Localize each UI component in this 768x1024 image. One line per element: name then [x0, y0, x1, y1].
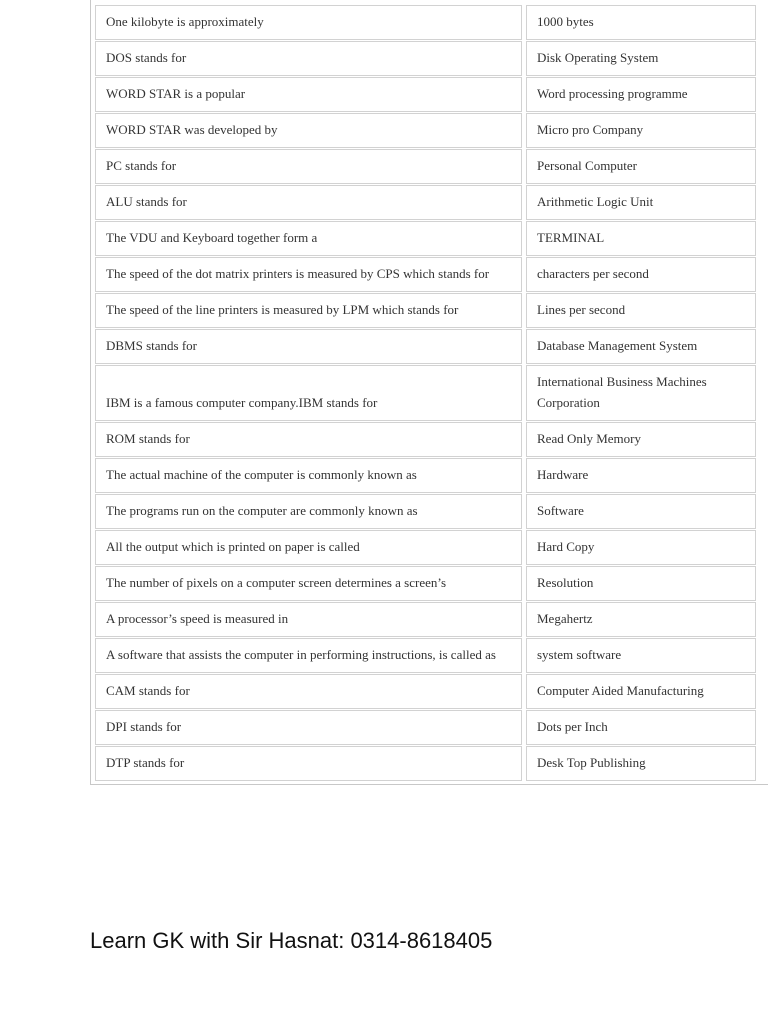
question-cell: DTP stands for — [95, 746, 522, 781]
question-cell: The speed of the dot matrix printers is measured by CPS which stands for — [95, 257, 522, 292]
answer-cell: Micro pro Company — [526, 113, 756, 148]
table-row — [95, 257, 756, 292]
answer-cell: Hard Copy — [526, 530, 756, 565]
answer-cell: Personal Computer — [526, 149, 756, 184]
answer-cell: Word processing programme — [526, 77, 756, 112]
question-cell: The actual machine of the computer is commonly known as — [95, 458, 522, 493]
question-cell: ROM stands for — [95, 422, 522, 457]
answer-cell: Megahertz — [526, 602, 756, 637]
table-row — [95, 41, 756, 76]
answer-cell: Dots per Inch — [526, 710, 756, 745]
footer-credit: Learn GK with Sir Hasnat: 0314-8618405 — [90, 928, 493, 953]
table-row — [95, 365, 756, 421]
qa-table — [91, 4, 760, 782]
table-row — [95, 221, 756, 256]
question-cell: DPI stands for — [95, 710, 522, 745]
question-cell: IBM is a famous computer company.IBM stands for — [95, 365, 522, 421]
table-row — [95, 458, 756, 493]
table-row — [95, 746, 756, 781]
question-cell: DOS stands for — [95, 41, 522, 76]
question-cell: A processor’s speed is measured in — [95, 602, 522, 637]
answer-cell: Database Management System — [526, 329, 756, 364]
table-row — [95, 602, 756, 637]
answer-cell: characters per second — [526, 257, 756, 292]
table-row — [95, 530, 756, 565]
table-row — [95, 710, 756, 745]
answer-cell: 1000 bytes — [526, 5, 756, 40]
answer-cell: Computer Aided Manufacturing — [526, 674, 756, 709]
table-row — [95, 674, 756, 709]
table-row — [95, 422, 756, 457]
answer-cell: Disk Operating System — [526, 41, 756, 76]
question-cell: DBMS stands for — [95, 329, 522, 364]
answer-cell: Hardware — [526, 458, 756, 493]
question-cell: PC stands for — [95, 149, 522, 184]
answer-cell: Resolution — [526, 566, 756, 601]
question-cell: One kilobyte is approximately — [95, 5, 522, 40]
table-row — [95, 293, 756, 328]
question-cell: ALU stands for — [95, 185, 522, 220]
answer-cell: system software — [526, 638, 756, 673]
question-cell: The number of pixels on a computer screen determines a screen’s — [95, 566, 522, 601]
table-row — [95, 566, 756, 601]
question-cell: WORD STAR is a popular — [95, 77, 522, 112]
table-row — [95, 113, 756, 148]
question-cell: WORD STAR was developed by — [95, 113, 522, 148]
table-row — [95, 149, 756, 184]
answer-cell: Lines per second — [526, 293, 756, 328]
table-row — [95, 185, 756, 220]
answer-cell: Software — [526, 494, 756, 529]
question-cell: CAM stands for — [95, 674, 522, 709]
answer-cell: Arithmetic Logic Unit — [526, 185, 756, 220]
question-cell: The VDU and Keyboard together form a — [95, 221, 522, 256]
qa-table-container — [90, 0, 768, 785]
answer-cell: International Business Machines Corporation — [526, 365, 756, 421]
table-row — [95, 77, 756, 112]
table-row — [95, 494, 756, 529]
table-row — [95, 329, 756, 364]
answer-cell: TERMINAL — [526, 221, 756, 256]
question-cell: A software that assists the computer in performing instructions, is called as — [95, 638, 522, 673]
qa-table-body — [95, 5, 756, 781]
answer-cell: Desk Top Publishing — [526, 746, 756, 781]
table-row — [95, 638, 756, 673]
question-cell: The programs run on the computer are commonly known as — [95, 494, 522, 529]
answer-cell: Read Only Memory — [526, 422, 756, 457]
question-cell: The speed of the line printers is measured by LPM which stands for — [95, 293, 522, 328]
question-cell: All the output which is printed on paper is called — [95, 530, 522, 565]
table-row — [95, 5, 756, 40]
